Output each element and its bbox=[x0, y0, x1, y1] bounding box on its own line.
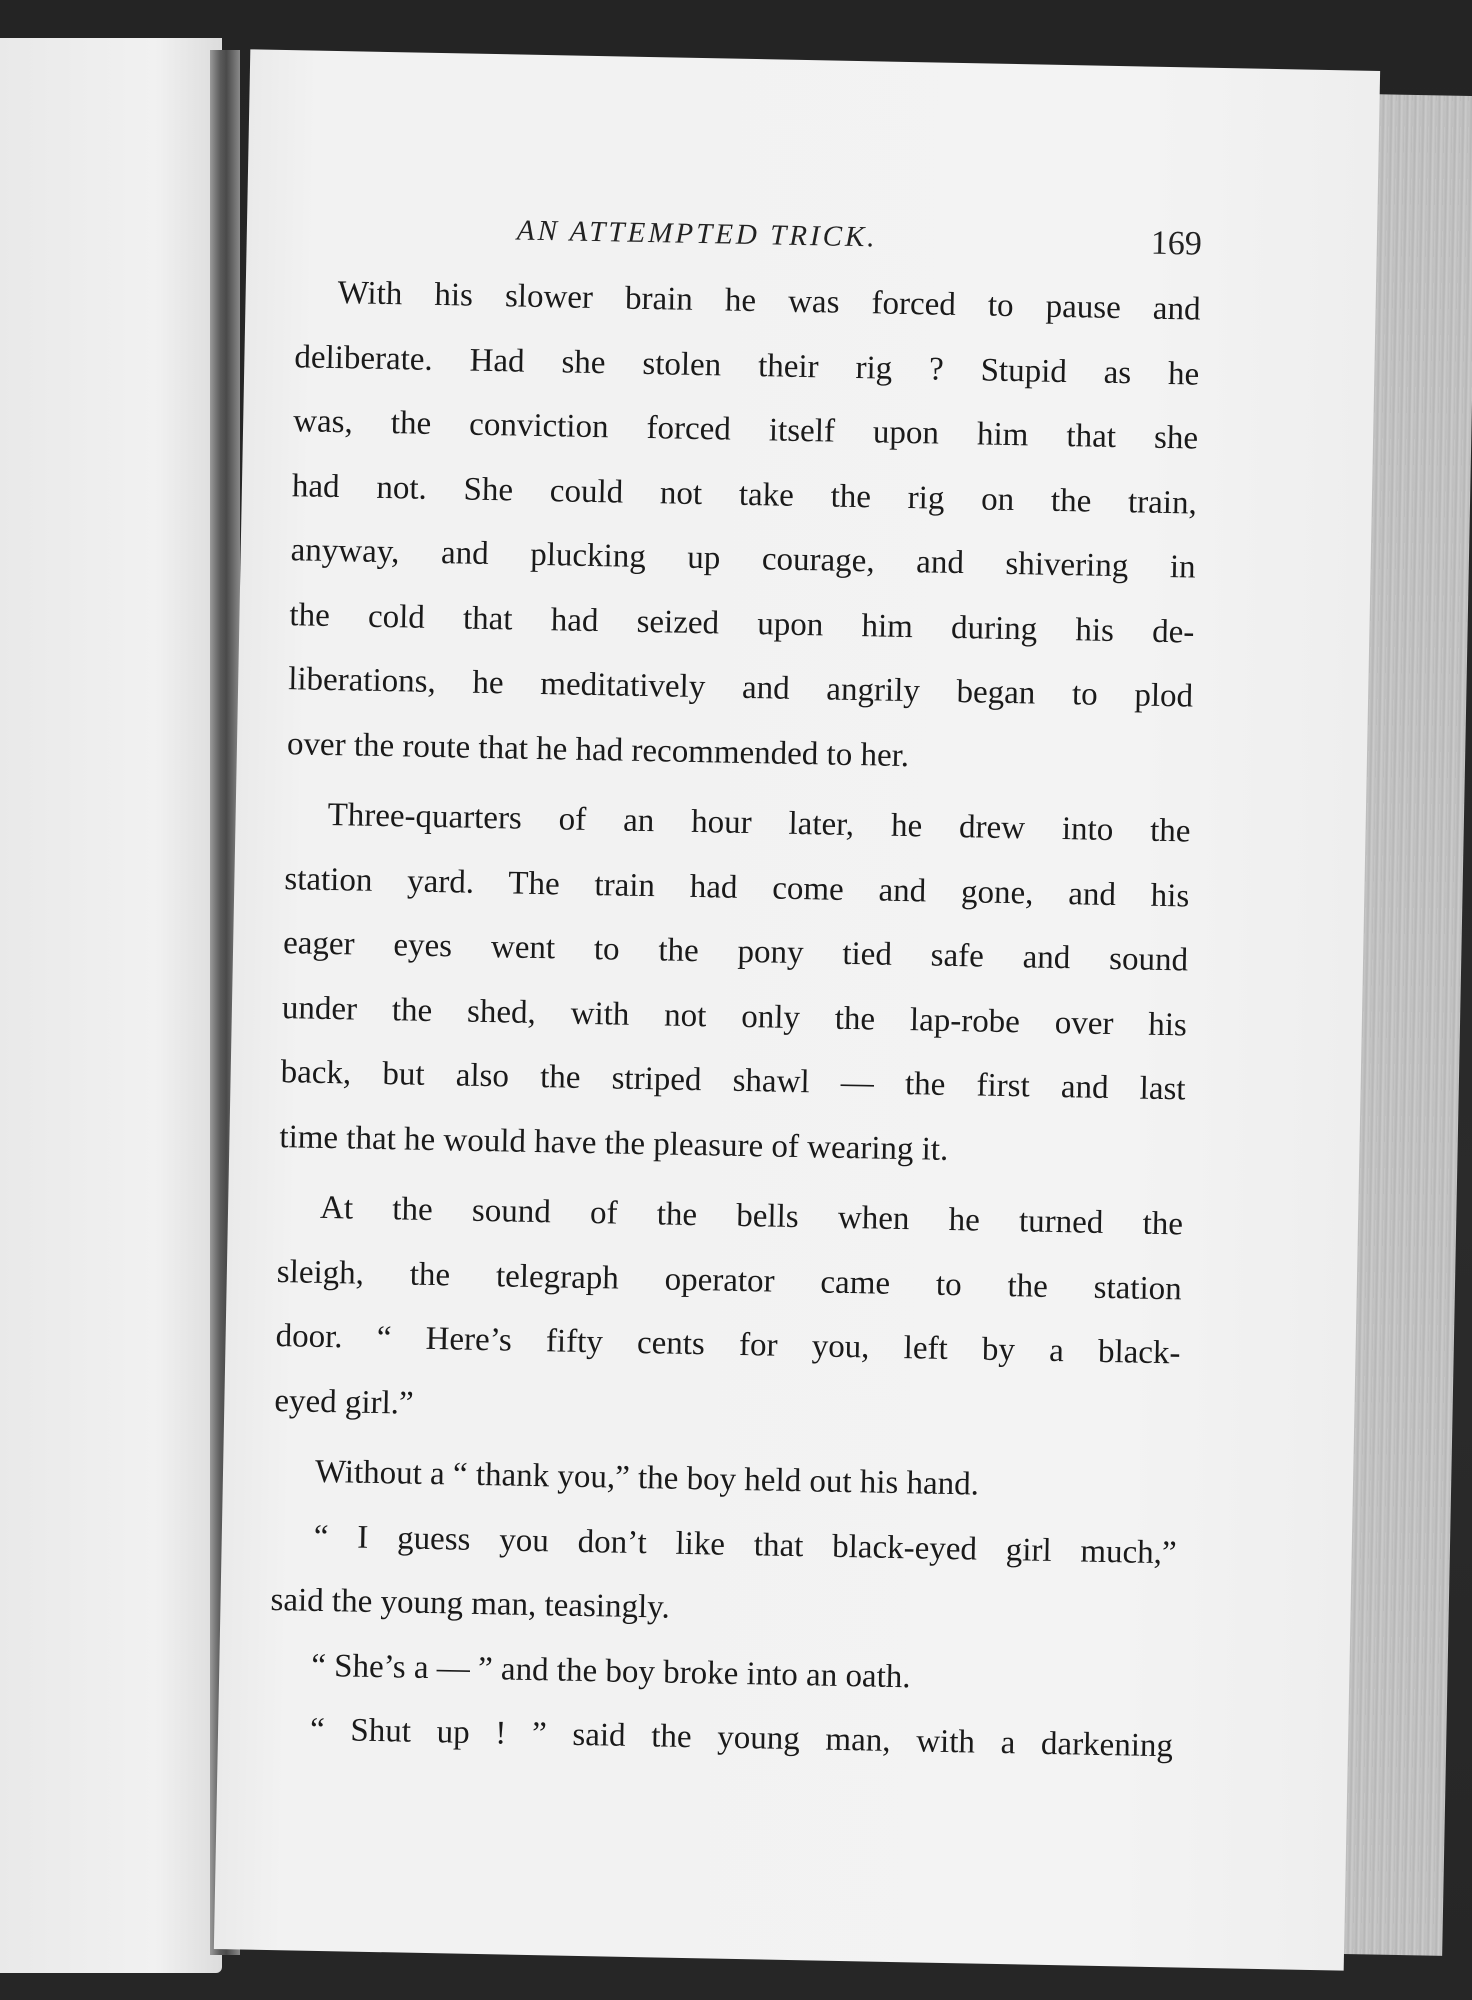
text-line: “ She’s a — ” and the boy broke into an oath. bbox=[310, 1647, 911, 1695]
text-line: deliberate. Had she stolen their rig ? Stupid as he bbox=[294, 338, 1200, 393]
text-line: the cold that had seized upon him during his de- bbox=[289, 596, 1195, 651]
text-line: time that he would have the pleasure of wearing it. bbox=[279, 1118, 949, 1168]
paragraph bbox=[279, 782, 1191, 1186]
text-line: At the sound of the bells when he turned the bbox=[319, 1189, 1184, 1243]
text-line: eager eyes went to the pony tied safe and sound bbox=[282, 925, 1189, 979]
text-line: Three-quarters of an hour later, he drew into the bbox=[327, 796, 1191, 850]
text-line: back, but also the striped shawl — the first and last bbox=[280, 1054, 1186, 1108]
paragraph bbox=[274, 1175, 1184, 1450]
paragraph bbox=[286, 260, 1201, 793]
text-line: “ Shut up ! ” said the young man, with a darkening bbox=[309, 1711, 1174, 1765]
text-line: station yard. The train had come and gone, and his bbox=[284, 860, 1190, 915]
book-page bbox=[214, 49, 1380, 1970]
text-line: anyway, and plucking up courage, and shivering in bbox=[290, 532, 1196, 586]
page-text bbox=[267, 180, 1202, 1779]
text-line: over the route that he had recommended to her. bbox=[286, 725, 910, 774]
text-line: said the young man, teasingly. bbox=[270, 1582, 671, 1626]
text-line: was, the conviction forced itself upon him that she bbox=[292, 403, 1199, 457]
text-line: sleigh, the telegraph operator came to the station bbox=[276, 1253, 1183, 1307]
text-line: Without a “ thank you,” the boy held out his hand. bbox=[314, 1453, 980, 1503]
page-number: 169 bbox=[1150, 224, 1203, 263]
text-line: under the shed, with not only the lap-robe over his bbox=[281, 989, 1188, 1043]
text-line: liberations, he meditatively and angrily began to plod bbox=[287, 661, 1194, 715]
text-line: eyed girl.” bbox=[274, 1382, 415, 1422]
running-head-title: AN ATTEMPTED TRICK. bbox=[516, 214, 878, 254]
paragraph bbox=[270, 1504, 1177, 1650]
previous-page-edge bbox=[0, 38, 222, 1973]
text-line: “ I guess you don’t like that black-eyed girl much,” bbox=[313, 1518, 1177, 1571]
text-line: With his slower brain he was forced to pause and bbox=[337, 275, 1201, 328]
text-line: door. “ Here’s fifty cents for you, left by a black- bbox=[275, 1318, 1181, 1372]
text-line: had not. She could not take the rig on the train, bbox=[291, 467, 1198, 522]
